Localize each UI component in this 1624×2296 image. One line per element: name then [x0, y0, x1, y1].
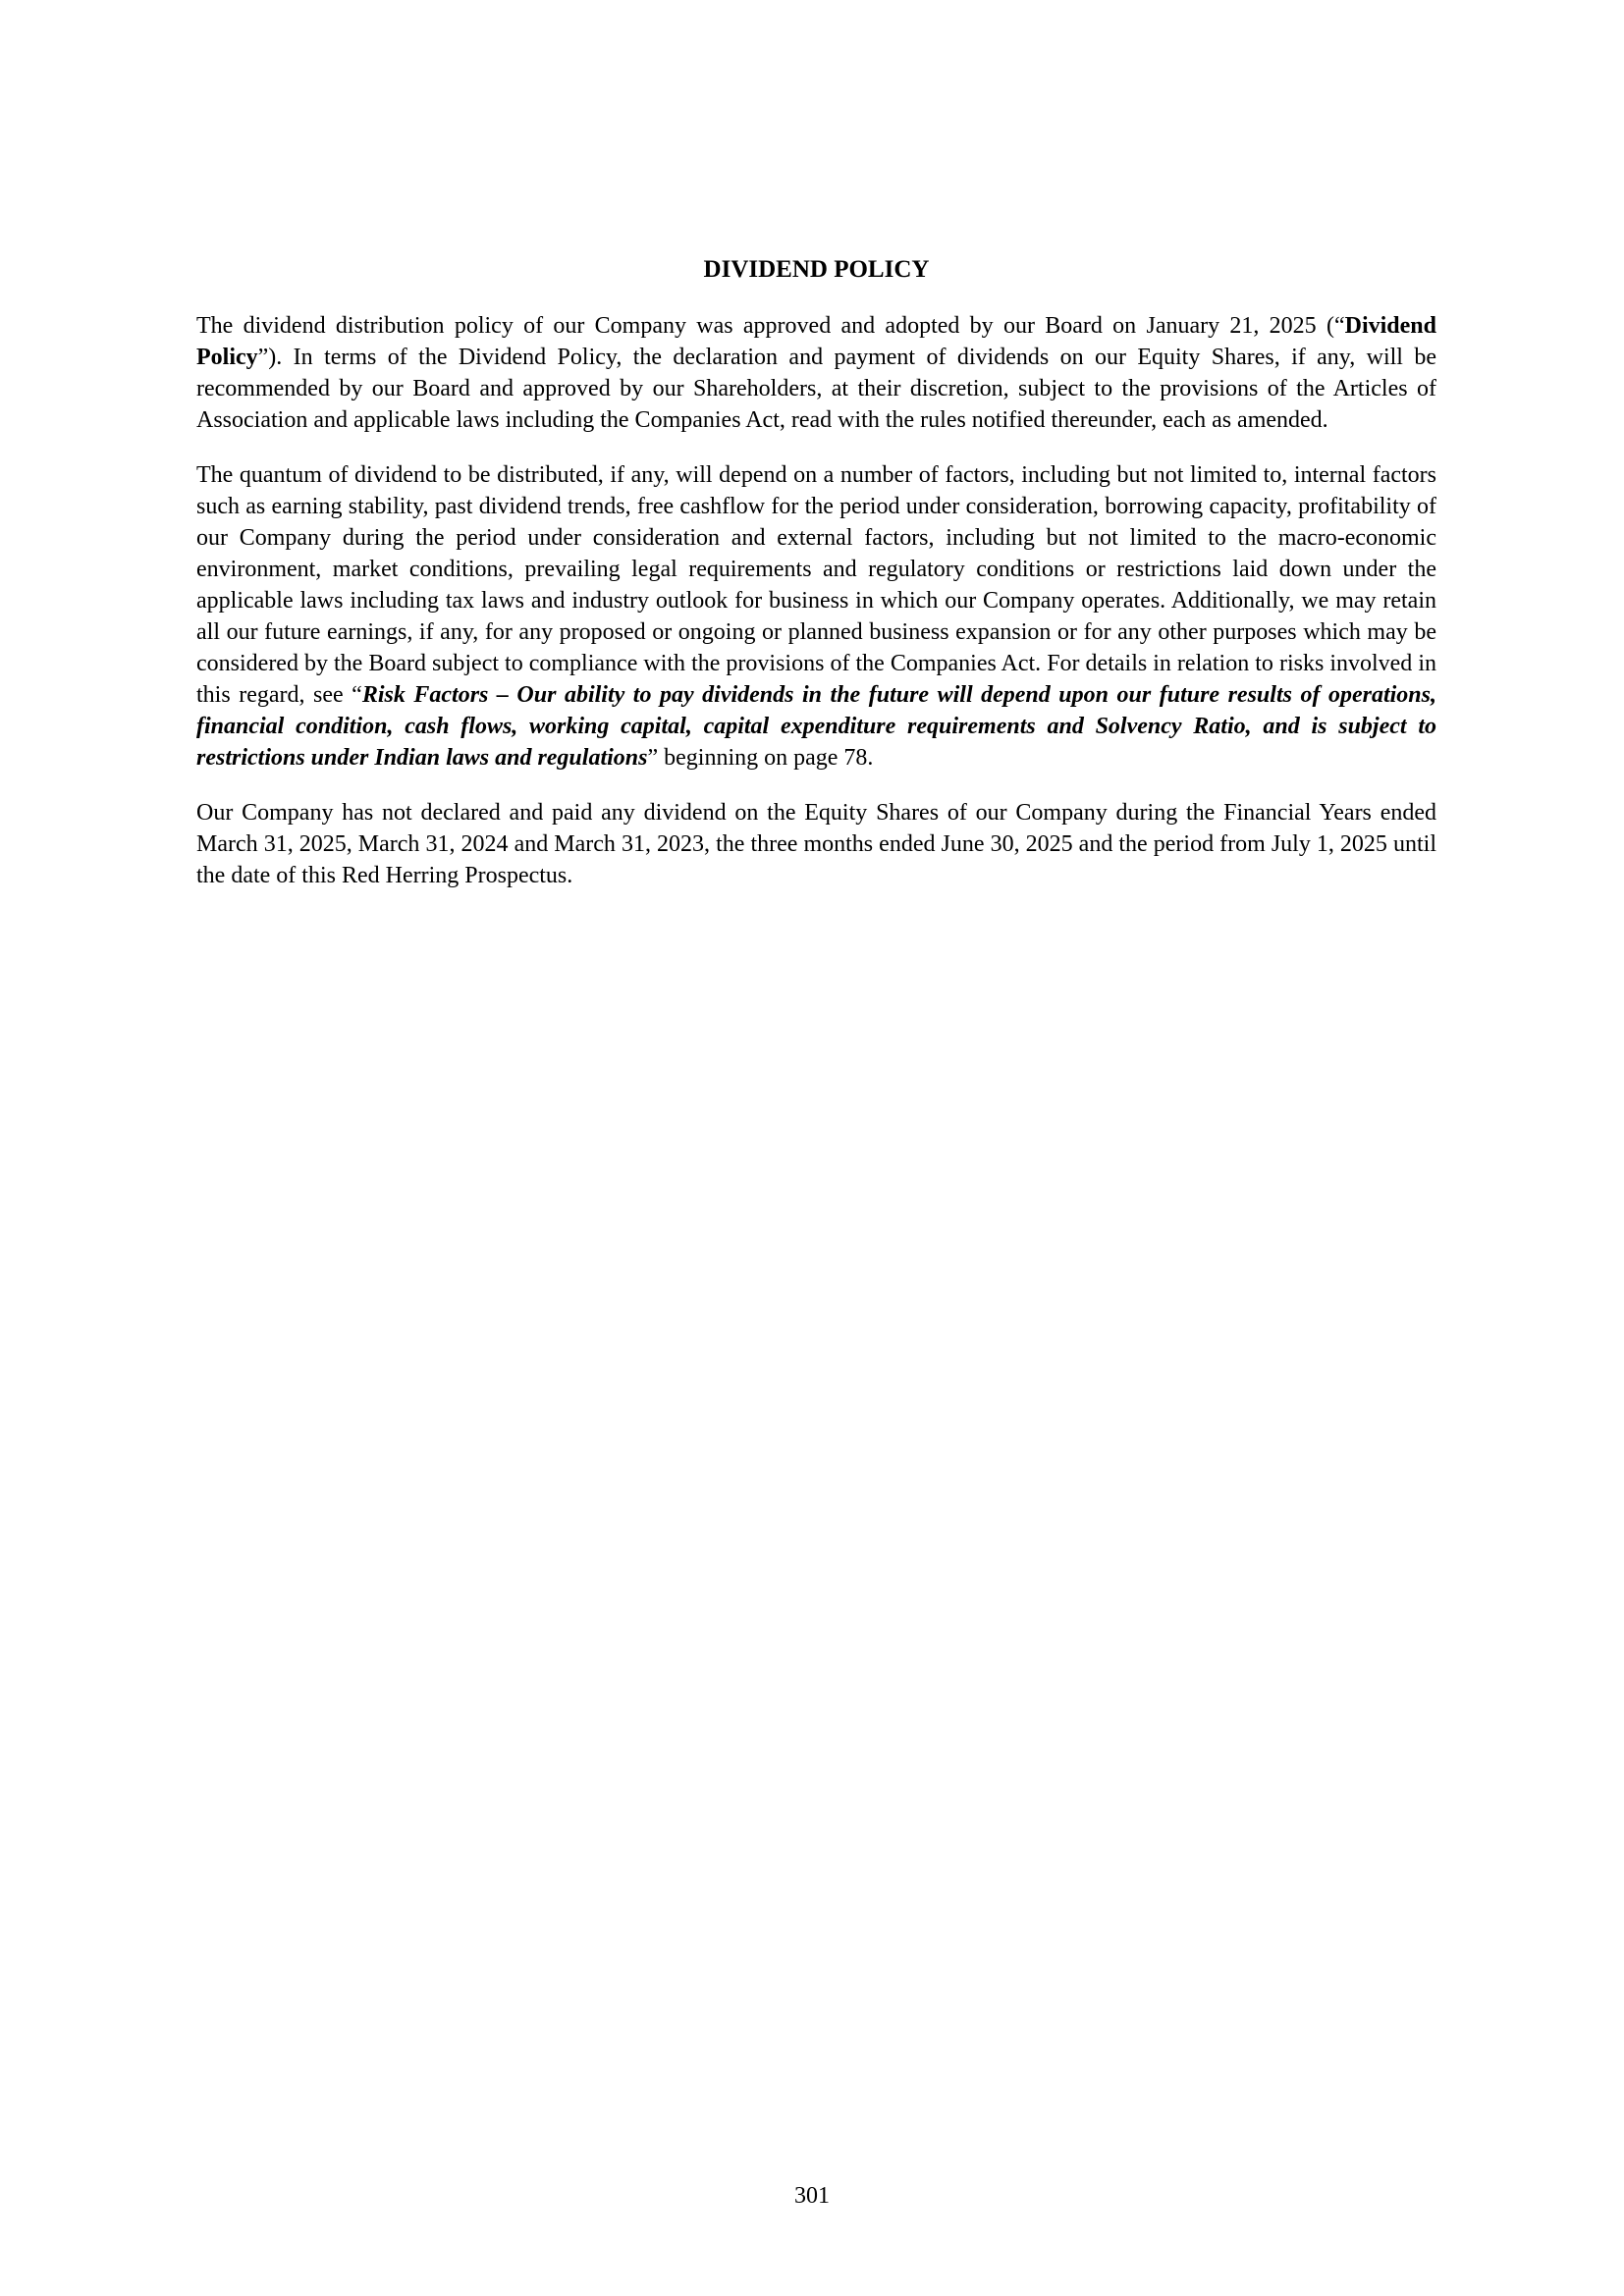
paragraph-dividend-policy-adoption: [196, 310, 1436, 436]
defined-term: Dividend Policy: [196, 313, 1436, 370]
paragraph-text: Our Company has not declared and paid any dividend on the Equity Shares of our Company during the Financial Years ended March 31, 2025, March 31, 2024 and March 31, 2023, the three months ended June 30, 2025 and the period from July 1, 2025 until the date of this Red Herring Prospectus.: [196, 800, 1436, 888]
risk-factor-cross-reference: Risk Factors – Our ability to pay dividends in the future will depend upon our future results of operations, financial condition, cash flows, working capital, capital expenditure requirements and Solvency Ratio, and is subject to restrictions under Indian laws and regulations: [196, 682, 1436, 771]
paragraph-text: The dividend distribution policy of our Company was approved and adopted by our Board on January 21, 2025 (“: [196, 313, 1345, 339]
document-page: [196, 253, 1436, 915]
paragraph-text: ” beginning on page 78.: [647, 745, 874, 771]
page-number: 301: [794, 2183, 830, 2209]
paragraph-dividend-history: [196, 797, 1436, 891]
paragraph-dividend-factors: [196, 459, 1436, 774]
paragraph-text: ”). In terms of the Dividend Policy, the declaration and payment of dividends on our Equity Shares, if any, will be recommended by our Board and approved by our Shareholders, at their discretion, subject to the provisions of the Articles of Association and applicable laws including the Companies Act, read with the rules notified thereunder, each as amended.: [196, 345, 1436, 433]
paragraph-text: The quantum of dividend to be distributed, if any, will depend on a number of factors, including but not limited to, internal factors such as earning stability, past dividend trends, free cashflow for the period under consideration, borrowing capacity, profitability of our Company during the period under consideration and external factors, including but not limited to the macro-economic environment, market conditions, prevailing legal requirements and regulatory conditions or restrictions laid down under the applicable laws including tax laws and industry outlook for business in which our Company operates. Additionally, we may retain all our future earnings, if any, for any proposed or ongoing or planned business expansion or for any other purposes which may be considered by the Board subject to compliance with the provisions of the Companies Act. For details in relation to risks involved in this regard, see “: [196, 462, 1436, 708]
section-title: DIVIDEND POLICY: [703, 256, 930, 283]
